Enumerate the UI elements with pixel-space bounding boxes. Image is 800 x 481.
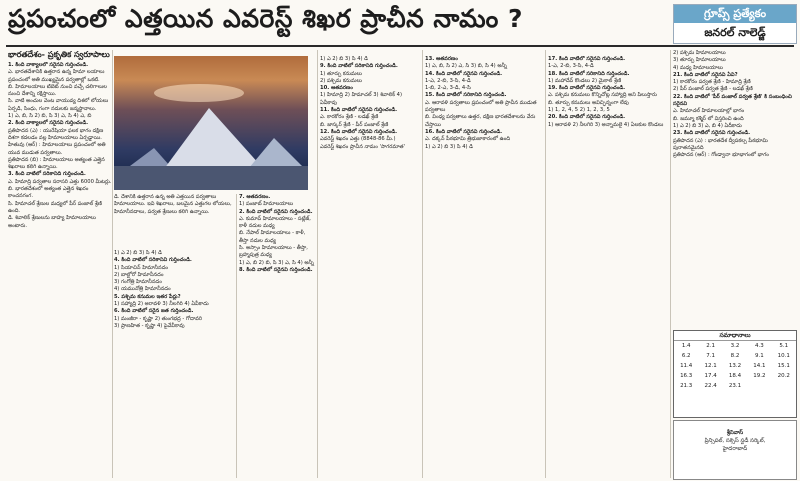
brand-subject: జనరల్ నాలెడ్జ్	[674, 23, 796, 43]
column-divider	[670, 50, 671, 478]
answer-cell: 9.1	[755, 353, 764, 359]
text-line: 3. కింది వాటిలో సరికానిది గుర్తించండి.	[8, 171, 86, 178]
text-line: 13. ఆతవరణం	[425, 56, 458, 62]
text-line: 1-ఎ, 2-బి, 3-సి, 4-డి	[548, 63, 594, 70]
text-line: ప్రతిపాదన (బి) : హిమాలయాలు అత్యంత ఎత్తైన శిఖరాలు కలిగి ఉన్నాయి.	[8, 156, 105, 171]
answer-cell: 2.1	[706, 343, 715, 349]
text-line: ఎవరెస్ట్ శిఖరం ఎత్తు (8848-86 మీ.)	[320, 136, 396, 143]
everest-photo	[114, 56, 308, 190]
answer-cell: 5.1	[779, 343, 789, 349]
text-line: 1-ఎ, 2-బి, 3-సి, 4-డి	[425, 77, 471, 84]
text-line: 15. కింది వాటిలో సరికానిది గుర్తించండి.	[425, 92, 507, 99]
column-divider	[317, 50, 318, 478]
text-line: 11. కింది వాటిలో సరైనవి గుర్తించండి.	[320, 107, 398, 114]
column-1	[8, 62, 112, 478]
text-line: 1) ఎ 2) బి 3) సి 4) డి	[425, 143, 474, 150]
text-line: 1) 1, 2, 4, 5 2) 1, 2, 3, 5	[548, 107, 610, 114]
text-line: 2. కింది వాటిలో సరైనవి గుర్తించండి.	[239, 208, 313, 215]
answer-cell: 16.3	[680, 373, 693, 379]
text-line: 12. కింది వాటిలో సరైనవి గుర్తించండి.	[320, 128, 398, 135]
text-line: 1) ఆరావళి 2) నీలగిరి 3) అన్నామలై 4) ఏలకుల కొండలు	[548, 121, 664, 128]
headline-rule	[6, 45, 794, 47]
text-line: బి. జమ్మూ కశ్మీర్ లో విస్తరించి ఉంది	[673, 115, 744, 122]
text-line: ఎ. పశ్చిమ కనుమలు కొన్నిచోట్ల సహ్యాద్రి అని పిలుస్తారు	[548, 92, 657, 99]
text-line: 2) బాల్టోరో హిమానీనదం	[114, 271, 164, 278]
text-line: ఎ. దక్కన్ పీఠభూమి త్రిభుజాకారంలో ఉంది	[425, 136, 511, 143]
text-line: డి. శివాలిక్ శ్రేణులను బాహ్య హిమాలయాలు అంటారు.	[8, 215, 96, 229]
answer-cell: 8.2	[730, 353, 740, 359]
answers-box	[673, 330, 797, 418]
text-line: సి. అస్సాం హిమాలయాలు - తీస్తా, బ్రహ్మపుత్ర మధ్య	[239, 245, 308, 259]
text-line: 17. కింది వాటిలో సరైనవి గుర్తించండి.	[548, 56, 626, 62]
text-line: ఎవరెస్ట్ శిఖరం ప్రాచీన నామం 'సాగరమాత'	[320, 143, 405, 150]
text-line: 14. కింది వాటిలో సరైనవి గుర్తించండి.	[425, 70, 503, 77]
author-credit	[673, 420, 797, 480]
answer-cell: 17.4	[704, 373, 717, 379]
text-line: ఎ. కుమావ్ హిమాలయాలు - సట్లేజ్, కాళీ నదుల మధ్య	[239, 215, 311, 230]
text-line: బి. తూర్పు కనుమలు అవిచ్ఛిన్నంగా లేవు	[548, 99, 629, 106]
column-divider	[112, 50, 113, 478]
answer-cell: 13.2	[728, 363, 742, 369]
text-line: ఎ. హిమాచల్ హిమాలయాల్లో భాగం	[673, 108, 745, 115]
text-line: 20. కింది వాటిలో సరైనవి గుర్తించండి.	[548, 114, 626, 121]
column-divider	[422, 50, 423, 478]
text-line: 1) పంజాబ్ హిమాలయాలు	[239, 201, 294, 208]
column-divider	[545, 50, 546, 478]
text-line: 1. కింది వాక్యాలలో సరైనవి గుర్తించండి.	[8, 62, 89, 68]
author-title: ప్రిన్సిపల్, సక్సెస్ స్టడీ సర్కిల్,	[704, 438, 766, 444]
text-line: 7. ఆతవరణం.	[239, 194, 271, 200]
text-line: 1) మంజీరా - కృష్ణా 2) తుంగభద్ర - గోదావరి	[114, 315, 203, 322]
answer-cell: 20.2	[777, 373, 790, 379]
mountain-base-shape	[114, 166, 308, 190]
answer-cell: 15.1	[777, 363, 790, 369]
text-line: ప్రతిపాదన (ఎ) : యురేషియా ఫలక భాగం దక్షిణ దిశగా కదలడం వల్ల హిమాలయాలు ఏర్పడ్డాయి.	[8, 127, 104, 141]
answer-cell: 6.2	[681, 353, 691, 359]
text-line: 3) ప్రాణహిత - కృష్ణా 4) పైవేవీకావు	[114, 322, 185, 329]
text-line: ఎ. హిమాద్రి పర్వతాల సరాసరి ఎత్తు 6000 మీటర్లు.	[8, 178, 112, 185]
text-line: 5. పశ్చిమ కనుమల ఇతర పేర్లు?	[114, 293, 181, 300]
text-line: 18. కింది వాటిలో సరికానిది గుర్తించండి.	[548, 70, 630, 77]
text-line: 2) పశ్చిమ హిమాలయాలు	[673, 50, 726, 56]
text-line: 1) సహ్యాద్రి 2) అరావళి 3) నీలగిరి 4) ఏవీకాదు	[114, 301, 209, 308]
answer-cell: 4.3	[755, 343, 764, 349]
text-line: 1) ఎ, బి 2) బి, సి 3) ఎ, సి 4) అన్నీ	[239, 259, 314, 266]
headline: ప్రపంచంలో ఎత్తయిన ఎవరెస్ట్ శిఖర ప్రాచీన నామం ?	[8, 4, 523, 33]
text-line: సి. వాటి అంచుల వెంట వాయువ్య దిశలో లోయలు ఏర్పడి, సింధు, గంగా నదులకు జన్మస్థానాలు.	[8, 98, 109, 112]
text-line: 4) యమునోత్రి హిమానీనదం	[114, 286, 171, 293]
text-line: ప్రతిపాదన (ఆర్) : గోండ్వానా భూభాగంలో భాగం	[673, 152, 769, 159]
text-line: 3) తూర్పు హిమాలయాలు	[673, 57, 726, 64]
text-line: 16. కింది వాటిలో సరైనవి గుర్తించండి.	[425, 128, 503, 135]
text-line: 1-బి, 2-ఎ, 3-డి, 4-సి	[425, 85, 471, 92]
author-city: హైదరాబాద్	[722, 446, 748, 452]
text-line: 1) ఎ 2) బి 3) సి 4) డి	[320, 56, 369, 62]
text-line: 6. కింది వాటిలో సరైన జత గుర్తించండి.	[114, 308, 194, 315]
column-6	[548, 56, 668, 478]
answer-cell: 10.1	[777, 353, 790, 359]
answer-cell: 23.1	[728, 383, 742, 389]
text-line: ఎ. కారకోరం శ్రేణి - లడఖ్ శ్రేణి	[320, 114, 379, 121]
text-line: 8. కింది వాటిలో సరైనవి గుర్తించండి.	[239, 266, 313, 273]
text-line: 23. కింది వాటిలో సరైనవి గుర్తించండి.	[673, 130, 751, 137]
text-line: బి. హిమాలయాలు టిబెట్ నుంచి వచ్చే చలిగాలుల నుంచి దేశాన్ని రక్షిస్తాయి.	[8, 83, 107, 98]
text-line: 4. కింది వాటిలో సరికానివి గుర్తించండి.	[114, 257, 192, 264]
text-line: హేతువు (ఆర్) : హిమాలయాలు ప్రపంచంలో అతి యువ ముడుత పర్వతాలు.	[8, 142, 106, 156]
text-line: 1) కారకోరం పర్వత శ్రేణి - హిమాద్రి శ్రేణి	[673, 79, 751, 86]
answer-cell: 7.1	[706, 353, 715, 359]
text-line: 19. కింది వాటిలో సరైనవి గుర్తించండి.	[548, 85, 626, 92]
text-line: 10. ఆతవరణం	[320, 85, 353, 92]
text-line: 2) పీర్ పంజాల్ పర్వత శ్రేణి - లడఖ్ శ్రేణి	[673, 86, 753, 93]
author-name: శ్రీనివాస్	[726, 430, 744, 436]
answer-cell: 21.3	[680, 383, 693, 389]
text-line: బి. భారతదేశంలో అత్యంత ఎత్తైన శిఖరం కాంచనగంగ.	[8, 186, 89, 200]
text-line: బి. వింధ్య పర్వతాలు ఉత్తర, దక్షిణ భారతదేశాలను వేరు చేస్తాయి	[425, 114, 536, 128]
text-line: 1) సియాచిన్ హిమానీనదం	[114, 264, 168, 271]
answers-title: సమాధానాలు	[674, 331, 796, 341]
photo-caption	[114, 194, 234, 246]
caption-text: డి. దేశానికి ఉత్తరాన ఉన్న అతి ఎత్తయిన పర్వతాలు హిమాలయాలు. ఇవి శిఖరాలు, బలమైన ఎత్తుగల లోయలు, హిమానీనదాలు, పర్వత శ్రేణులు కలిగి ఉన్నాయి.	[114, 194, 232, 215]
answer-cell: 1.4	[681, 343, 691, 349]
text-line: 1) ఎ 2) బి 3) ఎ, బి 4) ఏదీకాదు	[673, 122, 742, 129]
text-line: 1) ఎ 2) బి 3) సి 4) డి	[114, 250, 163, 256]
column-7	[673, 50, 795, 326]
text-line: 2. కింది వాక్యాలలో సరైనవి గుర్తించండి.	[8, 120, 89, 127]
text-line: 1) తూర్పు కనుమలు	[320, 70, 362, 77]
column-5	[425, 56, 543, 478]
text-line: 22. కింది వాటిలో 'పీర్ పంజాల్ పర్వత శ్రేణి' కి సంబంధించి సరైనవి	[673, 93, 792, 108]
answer-cell: 12.1	[704, 363, 717, 369]
text-line: ప్రతిపాదన (ఎ) : భారతదేశ ద్వీపకల్ప పీఠభూమి పురాతనమైనది	[673, 137, 768, 151]
column-divider	[236, 194, 237, 478]
column-3	[239, 194, 315, 478]
answer-cell: 11.4	[680, 363, 693, 369]
text-line: ఎ. భారతదేశానికి ఉత్తరాన ఉన్న హిమా లయాలు ప్రపంచంలో అతి ముఖ్యమైన పర్వతాల్లో ఒకటి.	[8, 69, 105, 83]
text-line: 1) ఎ, బి, సి 2) ఎ, సి 3) బి, సి 4) అన్నీ	[425, 63, 507, 70]
answer-cell: 19.2	[753, 373, 766, 379]
text-line: 1) మహాదేవ్ కొండలు 2) మైకాల్ శ్రేణి	[548, 77, 622, 84]
text-line: బి. నేపాల్ హిమాలయాలు - కాళీ, తీస్తా నదుల మధ్య	[239, 230, 306, 244]
cloud-shape	[154, 84, 244, 102]
answer-cell: 3.2	[730, 343, 740, 349]
text-line: బి. జాస్కర్ శ్రేణి - పీర్ పంజాల్ శ్రేణి	[320, 121, 389, 128]
brand-tag: గ్రూప్స్ ప్రత్యేకం	[674, 5, 796, 23]
brand-box	[673, 4, 797, 44]
answer-cell: 18.4	[728, 373, 742, 379]
text-line: 4) మధ్య హిమాలయాలు	[673, 64, 723, 71]
column-2	[114, 250, 234, 478]
text-line: 1) ఎ, బి, సి 2) బి, సి 3) ఎ, సి 4) ఎ, బి	[8, 113, 92, 120]
text-line: 2) పశ్చిమ కనుమలు	[320, 77, 362, 84]
text-line: 3) గంగోత్రి హిమానీనదం	[114, 279, 162, 286]
text-line: ఎ. ఆరావళి పర్వతాలు ప్రపంచంలో అతి ప్రాచీన ముడుత పర్వతాలు	[425, 99, 537, 114]
text-line: సి. హిమాచల్ శ్రేణుల మధ్యలో పీర్ పంజాల్ శ్రేణి ఉంది.	[8, 200, 102, 214]
answer-cell	[747, 381, 771, 391]
answer-cell: 14.1	[753, 363, 766, 369]
answers-grid	[674, 341, 796, 391]
answer-cell: 22.4	[704, 383, 717, 389]
text-line: 1) హిమాద్రి 2) హిమాచల్ 3) శివాలిక్ 4) ఏవీకావు	[320, 92, 402, 106]
text-line: 9. కింది వాటిలో సరికానిది గుర్తించండి.	[320, 63, 398, 70]
section-title: భారతదేశం- ప్రకృతిక స్వరూపాలు	[8, 50, 110, 59]
text-line: 21. కింది వాటిలో సరైనవి ఏవి?	[673, 71, 738, 78]
column-4	[320, 56, 420, 478]
answer-cell	[772, 381, 796, 391]
